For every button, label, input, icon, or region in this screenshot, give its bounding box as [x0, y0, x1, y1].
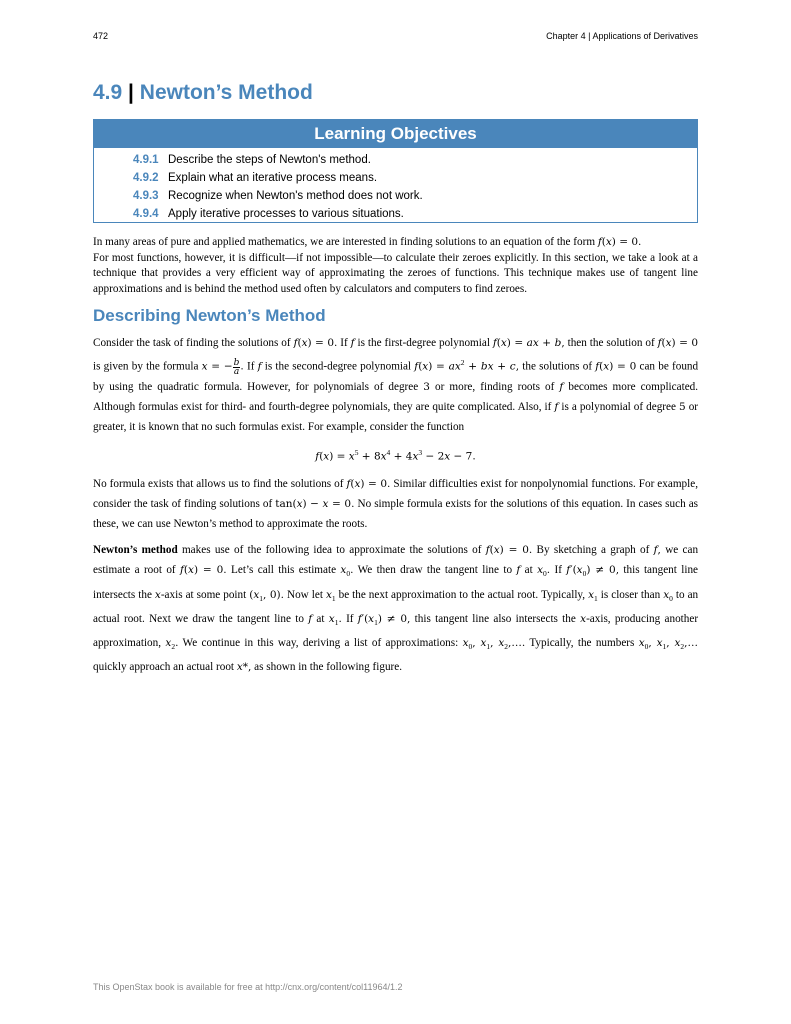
- page-number: 472: [93, 31, 109, 41]
- paragraph-newtons-method: Newton’s method makes use of the following idea to approximate the solutions of f(x) = 0. By sketching a graph of f, we can estimate a root of f(x) = 0. Let’s call this estimate $x_0$. We then draw the tangent line to f at $x_0$. If $f'(x_0) \ne 0$, this tangent line intersects the x-axis at some point ($x_1$, 0). Now let $x_1$ be the next approximation to the actual root. Typically, $x_1$ is closer than $x_0$ to an actual root. Next we draw the tangent line to f at $x_1$. If $f'(x_1) \ne 0$, this tangent line also intersects the x-axis, producing another approximation, $x_2$. We continue in this way, deriving a list of approximations: $x_0$, $x_1$, $x_2,\dots$. Typically, the numbers $x_0$, $x_1$, $x_2,\dots$ quickly approach an actual root x*, as shown in the following figure.: [93, 544, 699, 674]
- objective-item: 4.9.1 Describe the steps of Newton's method.: [133, 154, 371, 166]
- main-text: [93, 333, 698, 683]
- learning-objectives-list: [94, 148, 697, 223]
- page-footer: This OpenStax book is available for free at http://cnx.org/content/col11964/1.2: [93, 982, 403, 992]
- section-name: Newton’s Method: [139, 81, 313, 104]
- section-title: [93, 81, 313, 105]
- paragraph-nonpolynomial: No formula exists that allows us to find the solutions of f(x) = 0. Similar difficulties exist for nonpolynomial functions. For example, consider the task of finding solutions of tan(x) − x = 0. No simple formula exists for the solutions of this equation. In cases such as these, we can use Newton’s method to approximate the roots.: [93, 478, 699, 531]
- subsection-title: Describing Newton’s Method: [93, 306, 326, 325]
- objective-item: 4.9.4 Apply iterative processes to various situations.: [133, 208, 404, 220]
- chapter-title: Chapter 4 | Applications of Derivatives: [546, 31, 698, 41]
- learning-objectives-box: [93, 119, 698, 223]
- learning-objectives-title: Learning Objectives: [94, 120, 697, 148]
- paragraph-polynomials: Consider the task of finding the solutions of f(x) = 0. If f is the first-degree polynomial f(x) = ax + b, then the solution of f(x) = 0 is given by the formula x = − $\frac{b}{a}$ . If f is the second-degree polynomial $f(x) = ax^2$ + bx + c, the solutions of f(x) = 0 can be found by using the quadratic formula. However, for polynomials of degree 3 or more, finding roots of f becomes more complicated. Although formulas exist for third- and fourth-degree polynomials, they are quite complicated. Also, if f is a polynomial of degree 5 or greater, it is known that no such formulas exist. For example, consider the function: [93, 337, 699, 433]
- objective-item: 4.9.2 Explain what an iterative process means.: [133, 172, 378, 184]
- section-number: 4.9: [93, 81, 123, 104]
- objective-item: 4.9.3 Recognize when Newton's method does not work.: [133, 190, 423, 202]
- intro-paragraph: In many areas of pure and applied mathematics, we are interested in finding solutions to an equation of the form f(x) = 0. For most functions, however, it is difficult—if not impossible—to calculate their zeroes explicitly. In this section, we take a look at a technique that provides a very efficient way of approximating the zeroes of functions. This technique makes use of tangent line approximations and is behind the method used often by calculators and computers to find zeroes.: [93, 236, 698, 295]
- polynomial-equation: $f(x) = x^5 + 8x^4 + 4x^3 - 2x - 7$.: [315, 447, 476, 463]
- section-separator: |: [128, 81, 134, 104]
